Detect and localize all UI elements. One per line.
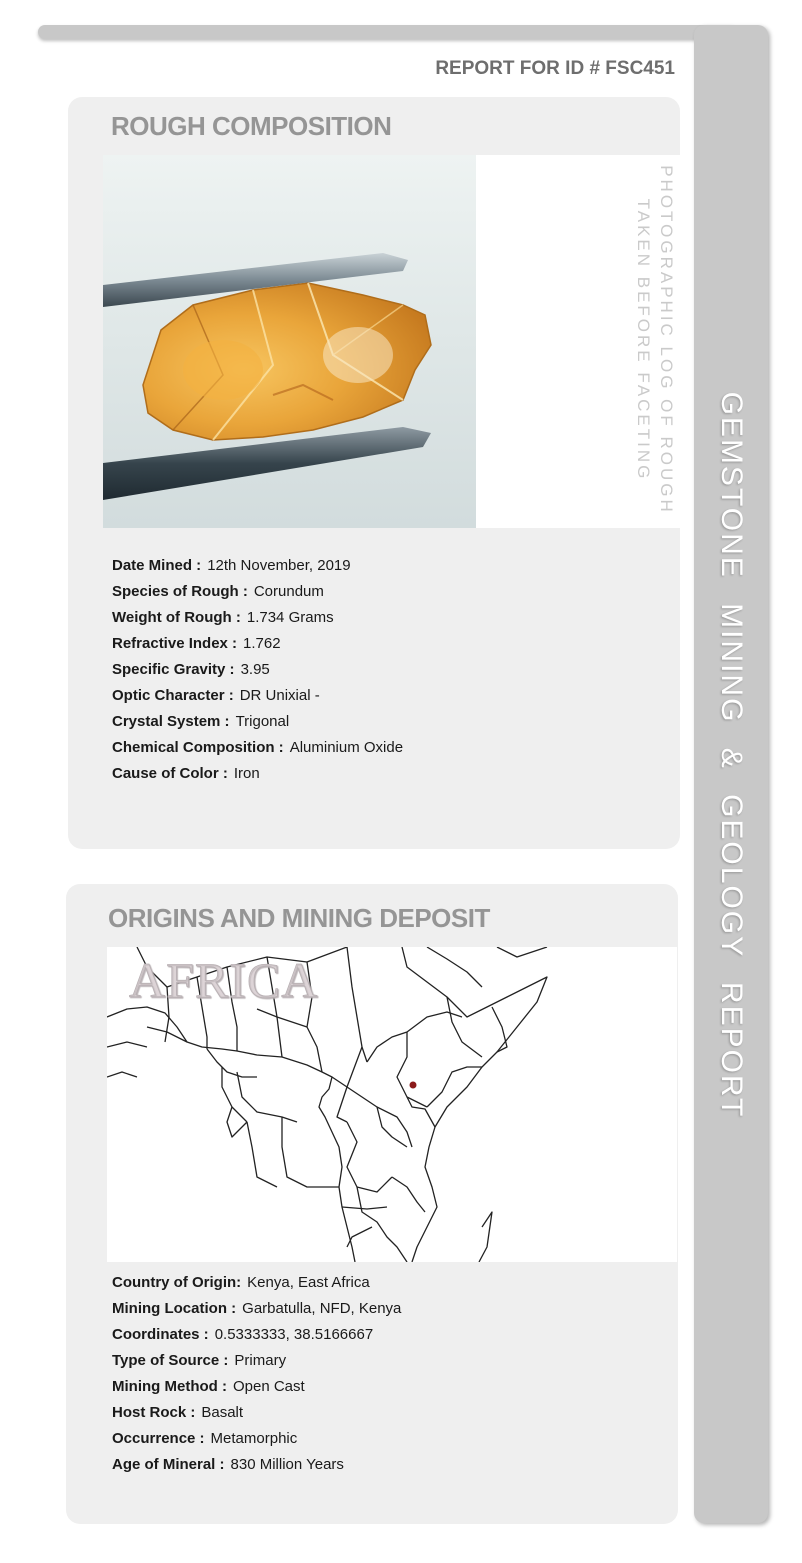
field-label: Weight of Rough : xyxy=(112,609,241,626)
field-label: Optic Character : xyxy=(112,687,234,704)
field-value: Garbatulla, NFD, Kenya xyxy=(242,1300,402,1317)
field-coordinates xyxy=(112,1326,373,1343)
field-value: 1.734 Grams xyxy=(246,609,334,626)
field-value: 3.95 xyxy=(240,661,270,678)
field-label: Specific Gravity : xyxy=(112,661,235,678)
origin-map-panel xyxy=(107,947,677,1262)
field-label: Type of Source : xyxy=(112,1352,229,1369)
field-label: Country of Origin: xyxy=(112,1274,242,1291)
field-value: Corundum xyxy=(253,583,324,600)
field-species-of-rough xyxy=(112,583,324,600)
top-bar xyxy=(38,25,738,39)
field-value: Aluminium Oxide xyxy=(289,739,404,756)
field-value: Kenya, East Africa xyxy=(247,1274,370,1291)
mine-location-marker xyxy=(410,1082,417,1089)
map-title: AFRICA xyxy=(129,952,319,1008)
field-cause-of-color xyxy=(112,765,260,782)
report-id: REPORT FOR ID # FSC451 xyxy=(435,58,675,79)
field-value: 1.762 xyxy=(243,635,281,652)
field-value: Iron xyxy=(233,765,260,782)
field-value: 12th November, 2019 xyxy=(207,557,351,574)
field-crystal-system xyxy=(112,713,289,730)
photo-caption xyxy=(632,165,678,515)
field-value: 0.5333333, 38.5166667 xyxy=(214,1326,374,1343)
field-label: Date Mined : xyxy=(112,557,202,574)
field-label: Coordinates : xyxy=(112,1326,209,1343)
field-label: Species of Rough : xyxy=(112,583,248,600)
field-label: Chemical Composition : xyxy=(112,739,284,756)
rough-gemstone-photo xyxy=(103,155,476,528)
report-side-title: GEMSTONE MINING & GEOLOGY REPORT xyxy=(715,391,748,1119)
field-value: Primary xyxy=(234,1352,287,1369)
rough-composition-title: ROUGH COMPOSITION xyxy=(111,111,392,141)
field-refractive-index xyxy=(112,635,281,652)
field-label: Mining Location : xyxy=(112,1300,237,1317)
field-value: 830 Million Years xyxy=(230,1456,344,1473)
field-value: Basalt xyxy=(201,1404,244,1421)
field-value: DR Unixial - xyxy=(239,687,320,704)
field-weight-of-rough xyxy=(112,609,334,626)
field-type-of-source xyxy=(112,1352,286,1369)
field-value: Trigonal xyxy=(235,713,290,730)
field-age-of-mineral xyxy=(112,1456,344,1473)
field-chemical-composition xyxy=(112,739,403,756)
field-occurrence xyxy=(112,1430,297,1447)
rough-photo-panel xyxy=(103,155,680,528)
field-value: Open Cast xyxy=(232,1378,305,1395)
field-label: Refractive Index : xyxy=(112,635,238,652)
field-date-mined xyxy=(112,557,351,574)
field-label: Cause of Color : xyxy=(112,765,228,782)
photo-caption-line1: PHOTOGRAPHIC LOG OF ROUGH xyxy=(657,165,676,515)
field-mining-location xyxy=(112,1300,401,1317)
field-host-rock xyxy=(112,1404,243,1421)
field-label: Host Rock : xyxy=(112,1404,196,1421)
field-value: Metamorphic xyxy=(210,1430,298,1447)
field-label: Mining Method : xyxy=(112,1378,227,1395)
photo-caption-line2: TAKEN BEFORE FACETING xyxy=(634,198,653,482)
field-country-of-origin xyxy=(112,1274,370,1291)
field-specific-gravity xyxy=(112,661,270,678)
origins-title: ORIGINS AND MINING DEPOSIT xyxy=(108,903,490,933)
field-label: Occurrence : xyxy=(112,1430,205,1447)
field-label: Crystal System : xyxy=(112,713,230,730)
field-optic-character xyxy=(112,687,320,704)
field-mining-method xyxy=(112,1378,305,1395)
africa-map xyxy=(107,947,677,1262)
field-label: Age of Mineral : xyxy=(112,1456,225,1473)
